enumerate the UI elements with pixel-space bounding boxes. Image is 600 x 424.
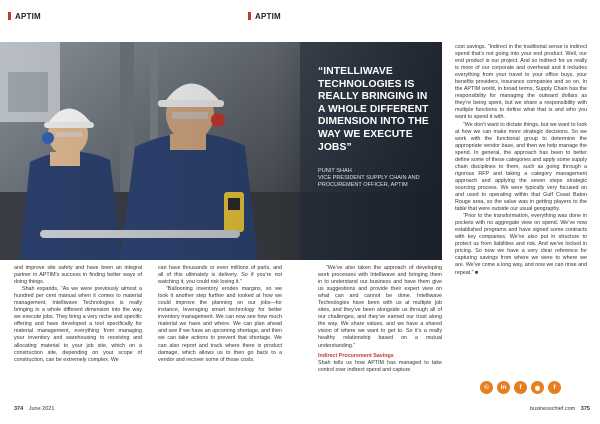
text-column-2 (158, 265, 282, 364)
paragraph: “We don’t want to dictate things, but we want to look at how we can make more strategic decisions. So we work with the functional group to determine the appropriate vendor base, and then we help manage the spend. In general, the approach has been to better define some of these categories and apply some supply chain disciplines to them, such as going through a rigorous RFP and taking a category management approach and applying the seven steps strategic sourcing process. We were typically very focused on and used to operating within that Gulf Coast Baton Rouge area, so the value was in getting players to the table that were outside our usual geography. (455, 121, 587, 213)
brand-name: APTIM (255, 12, 281, 21)
footer-right (530, 406, 590, 412)
paragraph: cost savings. “Indirect in the traditional sense is indirect spend that’s not going into your end product. Well, our end product is our project. And so indirect for us really is more of our corporate and overhead and it includes everything from your travel to your office buys, your benefits providers, insurance companies and so on. In the APTIM world, in broad terms, Supply Chain has the responsibility for managing the outward dollars as they’re being spent, but we share a responsibility with multiple functions to define what that is and who you want to spend it with. (455, 44, 587, 121)
pull-quote-name: PUNIT SHAH (318, 168, 352, 175)
brand-bar-icon (8, 12, 11, 20)
pull-quote-title: VICE PRESIDENT SUPPLY CHAIN AND PROCUREMENT OFFICER, APTIM (318, 175, 420, 189)
brand-bar-icon (248, 12, 251, 20)
social-icons (480, 381, 561, 394)
paragraph: “We’ve also taken the approach of developing work processes with Intelliwave and bringing them in to understand our business and have them give us suggestions and provide their expert view on what can and cannot be done. Intelliwave Technologies have been with us at multiple job sites, and they’ve been alongside us through all of our challenges, and they’ve earned our trust along the way. We share values, and we have a shared vision of where we want to get to. So it’s a really healthy relationship based on a mutual understanding.” (318, 265, 442, 349)
paragraph: “Ballooning inventory erodes margins, so we took it another step further and looked at how we could improve the planning on our jobs—for instance, leveraging smart technology for better inventory management. We can now see how much material we have and where. We can plan ahead and see if we have an upcoming shortage, and then we can take actions to prevent that shortage. We can also report and track where there is product damage, which allows us to then go back to a vendor and recover some of those costs. (158, 286, 282, 363)
social-icon-1[interactable]: © (480, 381, 493, 394)
social-icon-4[interactable]: ◉ (531, 381, 544, 394)
social-icon-5[interactable]: f (548, 381, 561, 394)
text-column-1 (14, 265, 142, 364)
footer-left (14, 406, 54, 412)
page-number-left: 374 (14, 406, 24, 412)
text-column-3 (318, 265, 442, 374)
linkedin-icon[interactable]: in (497, 381, 510, 394)
pull-quote-attribution (318, 168, 430, 189)
paragraph: Shah expands, “As we were previously almost a hundred per cent manual when it comes to material management, Intelliwave Technologies is really bringing in a whole different dimension into the way we execute jobs. They bring a very niche and specific offering and have developed a tool specifically for material management, everything from managing your inventory and warehousing to receiving and allocating material to your job site, which on a construction site, depending on your scope of construction, can be extremely complex. We (14, 286, 142, 363)
brand-tag-right (248, 12, 281, 21)
site-url[interactable]: businesschief.com (530, 406, 576, 412)
paragraph: Shah tells us how APTIM has managed to take control over indirect spend and capture (318, 359, 442, 373)
issue-date: June 2021 (28, 406, 55, 412)
text-column-4 (455, 44, 587, 277)
section-subheading: Indirect Procurement Savings (318, 352, 394, 359)
paragraph: “Prior to the transformation, everything was done in pockets with no aggregate view on spend. We’ve now established programs and have signed some contracts with key companies. We’ve also put in structure to protect us from liabilities and risk. And we’ve locked in pricing. So now we have a very clear reference for capturing savings from where we were to where we are. We’ve come a long way, and now we can rinse and repeat.” ■ (455, 213, 587, 276)
pull-quote-text: “INTELLIWAVE TECHNOLOGIES IS REALLY BRINGING IN A WHOLE DIFFERENT DIMENSION INTO THE WAY WE EXECUTE JOBS” (318, 66, 429, 153)
page-number-right: 375 (580, 406, 590, 412)
pull-quote (318, 66, 430, 189)
brand-name: APTIM (15, 12, 41, 21)
paragraph: can have thousands or even millions of parts, and all of this ultimately is delivery. So if you’re not watching it, you could risk losing it.” (158, 265, 282, 286)
brand-tag-left (8, 12, 41, 21)
paragraph: and improve site safety and have been an integral partner in APTIM’s success in finding better ways of doing things. (14, 265, 142, 286)
facebook-icon[interactable]: f (514, 381, 527, 394)
